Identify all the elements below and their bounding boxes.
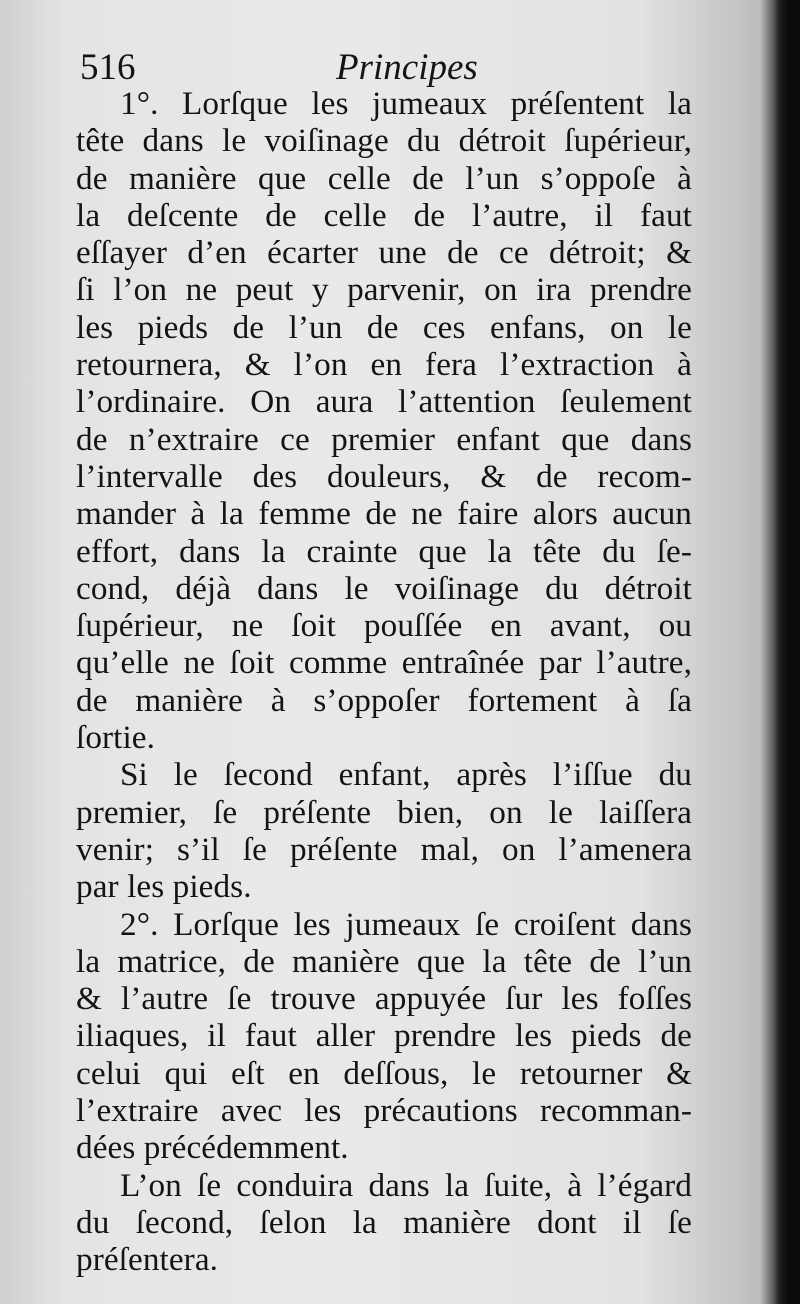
text-line: & l’autre ſe trouve appuyée ſur les foſſes	[76, 980, 692, 1018]
paragraph	[76, 756, 692, 905]
text-line: effort, dans la crainte que la tête du ſe-	[76, 532, 692, 570]
text-line: Si le ſecond enfant, après l’iſſue du	[120, 756, 692, 794]
body-text	[76, 85, 692, 1279]
text-line: du ſecond, ſelon la manière dont il ſe	[76, 1203, 692, 1241]
text-line: celui qui eſt en deſſous, le retourner &	[76, 1054, 692, 1092]
text-line: tête dans le voiſinage du détroit ſupérieur,	[76, 122, 692, 160]
text-line: venir; s’il ſe préſente mal, on l’amenera	[76, 830, 692, 868]
page-number: 516	[80, 47, 136, 88]
paragraph	[76, 85, 692, 756]
text-line: de manière à s’oppoſer fortement à ſa	[76, 681, 692, 719]
paragraph	[76, 1167, 692, 1279]
text-line: la matrice, de manière que la tête de l’un	[76, 942, 692, 980]
text-line: la deſcente de celle de l’autre, il faut	[76, 196, 692, 234]
text-line: de n’extraire ce premier enfant que dans	[76, 420, 692, 458]
text-line: dées précédemment.	[76, 1129, 349, 1167]
text-line: ſi l’on ne peut y parvenir, on ira prendre	[76, 271, 692, 309]
text-line: retournera, & l’on en fera l’extraction à	[76, 346, 692, 384]
text-line: l’ordinaire. On aura l’attention ſeulement	[76, 383, 692, 421]
text-line: ſupérieur, ne ſoit pouſſée en avant, ou	[76, 607, 692, 645]
text-line: l’extraire avec les précautions recomman-	[76, 1092, 692, 1130]
text-line: de manière que celle de l’un s’oppoſe à	[76, 159, 692, 197]
text-line: iliaques, il faut aller prendre les pieds de	[76, 1017, 692, 1055]
text-line: l’intervalle des douleurs, & de recom-	[76, 457, 692, 495]
text-line: préſentera.	[76, 1241, 219, 1279]
text-line: les pieds de l’un de ces enfans, on le	[76, 308, 692, 346]
text-line: eſſayer d’en écarter une de ce détroit; &	[76, 234, 692, 272]
page-spine-shadow	[774, 0, 800, 1304]
text-line: 2°. Lorſque les jumeaux ſe croiſent dans	[120, 905, 692, 943]
text-line: mander à la femme de ne faire alors aucun	[76, 495, 692, 533]
text-line: ſortie.	[76, 719, 156, 757]
running-title: Principes	[336, 47, 478, 88]
paragraph	[76, 906, 692, 1167]
text-line: 1°. Lorſque les jumeaux préſentent la	[120, 85, 692, 122]
page-header	[80, 46, 700, 90]
text-line: qu’elle ne ſoit comme entraînée par l’autre,	[76, 644, 692, 682]
text-line: par les pieds.	[76, 868, 252, 906]
text-line: L’on ſe conduira dans la ſuite, à l’égard	[120, 1166, 692, 1204]
text-line: premier, ſe préſente bien, on le laiſſera	[76, 793, 692, 831]
text-line: cond, déjà dans le voiſinage du détroit	[76, 569, 692, 607]
